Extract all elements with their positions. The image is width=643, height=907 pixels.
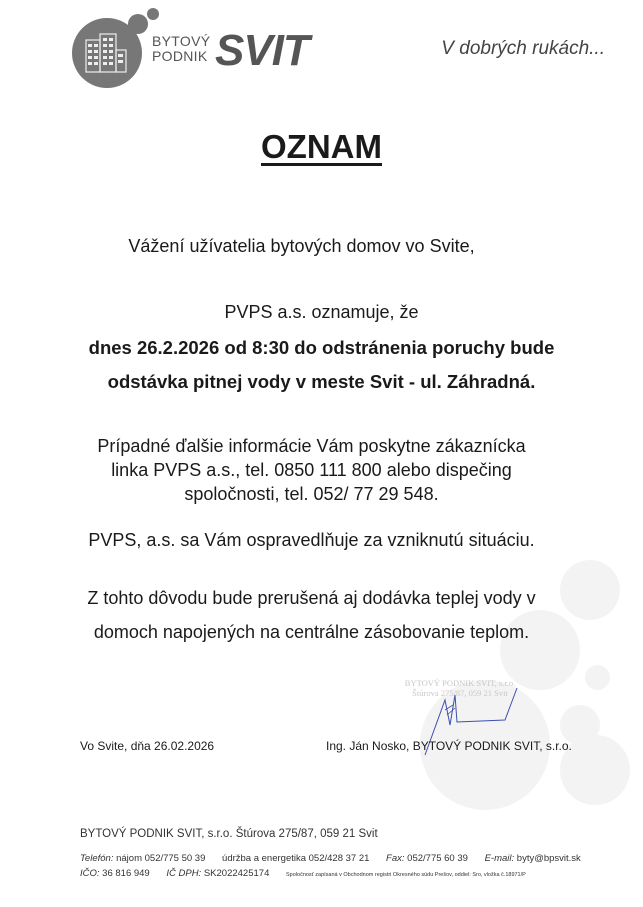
intro-text: PVPS a.s. oznamuje, že <box>224 302 419 322</box>
phone-maintenance: údržba a energetika 052/428 37 21 <box>222 853 370 864</box>
notice-line-1: dnes 26.2.2026 od 8:30 do odstránenia poruchy bude <box>88 337 555 358</box>
slogan: V dobrých rukách... <box>441 38 605 59</box>
footer-contacts <box>80 853 581 864</box>
dic-label: IČ DPH: <box>166 868 202 879</box>
logo-line-1: BYTOVÝ <box>152 33 211 49</box>
logo-dot-icon <box>128 14 148 34</box>
hot-water-line-2: domoch napojených na centrálne zásobovanie teplom. <box>93 622 530 642</box>
email-link[interactable]: byty@bpsvit.sk <box>516 853 581 864</box>
stamp-line-2: Štúrova 275/87, 059 21 Svit <box>412 688 508 698</box>
fax-label: Fax: <box>386 853 405 864</box>
company-logo <box>68 6 328 86</box>
logo-text <box>152 34 210 64</box>
logo-line-2: PODNIK <box>152 48 208 64</box>
phone-label: Telefón: <box>80 853 114 864</box>
document-title: OZNAM <box>261 128 382 165</box>
footer-address: BYTOVÝ PODNIK SVIT, s.r.o. Štúrova 275/87, 059 21 Svit <box>80 828 378 840</box>
fax-number: 052/775 60 39 <box>407 853 468 864</box>
ico-label: IČO: <box>80 868 100 879</box>
logo-brand: SVIT <box>215 26 309 75</box>
info-line-2: linka PVPS a.s., tel. 0850 111 800 alebo dispečing <box>111 460 512 480</box>
hot-water-line-1: Z tohto dôvodu bude prerušená aj dodávka teplej vody v <box>87 588 536 608</box>
stamp-line-1: BYTOVÝ PODNIK SVIT, s.r.o. <box>404 678 516 688</box>
dic-value: SK2022425174 <box>203 868 270 879</box>
decorative-bubble <box>585 665 610 690</box>
logo-dot-icon <box>147 8 159 20</box>
signer-name: Ing. Ján Nosko, BYTOVÝ PODNIK SVIT, s.r.o. <box>326 739 572 753</box>
phone-rent: nájom 052/775 50 39 <box>116 853 206 864</box>
registry-note: Spoločnosť zapísaná v Obchodnom registri Okresného súdu Prešov, oddiel: Sro, vložka č.18971/P <box>286 872 526 878</box>
apology-text: PVPS, a.s. sa Vám ospravedlňuje za vzniknutú situáciu. <box>88 530 535 550</box>
ico-value: 36 816 949 <box>102 868 150 879</box>
info-line-1: Prípadné ďalšie informácie Vám poskytne zákaznícka <box>97 436 526 456</box>
info-line-3: spoločnosti, tel. 052/ 77 29 548. <box>184 484 439 504</box>
place-and-date: Vo Svite, dňa 26.02.2026 <box>80 739 215 753</box>
notice-line-2: odstávka pitnej vody v meste Svit - ul. Záhradná. <box>107 371 536 392</box>
greeting: Vážení užívatelia bytových domov vo Svite, <box>128 236 475 256</box>
email-label: E-mail: <box>484 853 515 864</box>
footer-registration <box>80 868 526 879</box>
